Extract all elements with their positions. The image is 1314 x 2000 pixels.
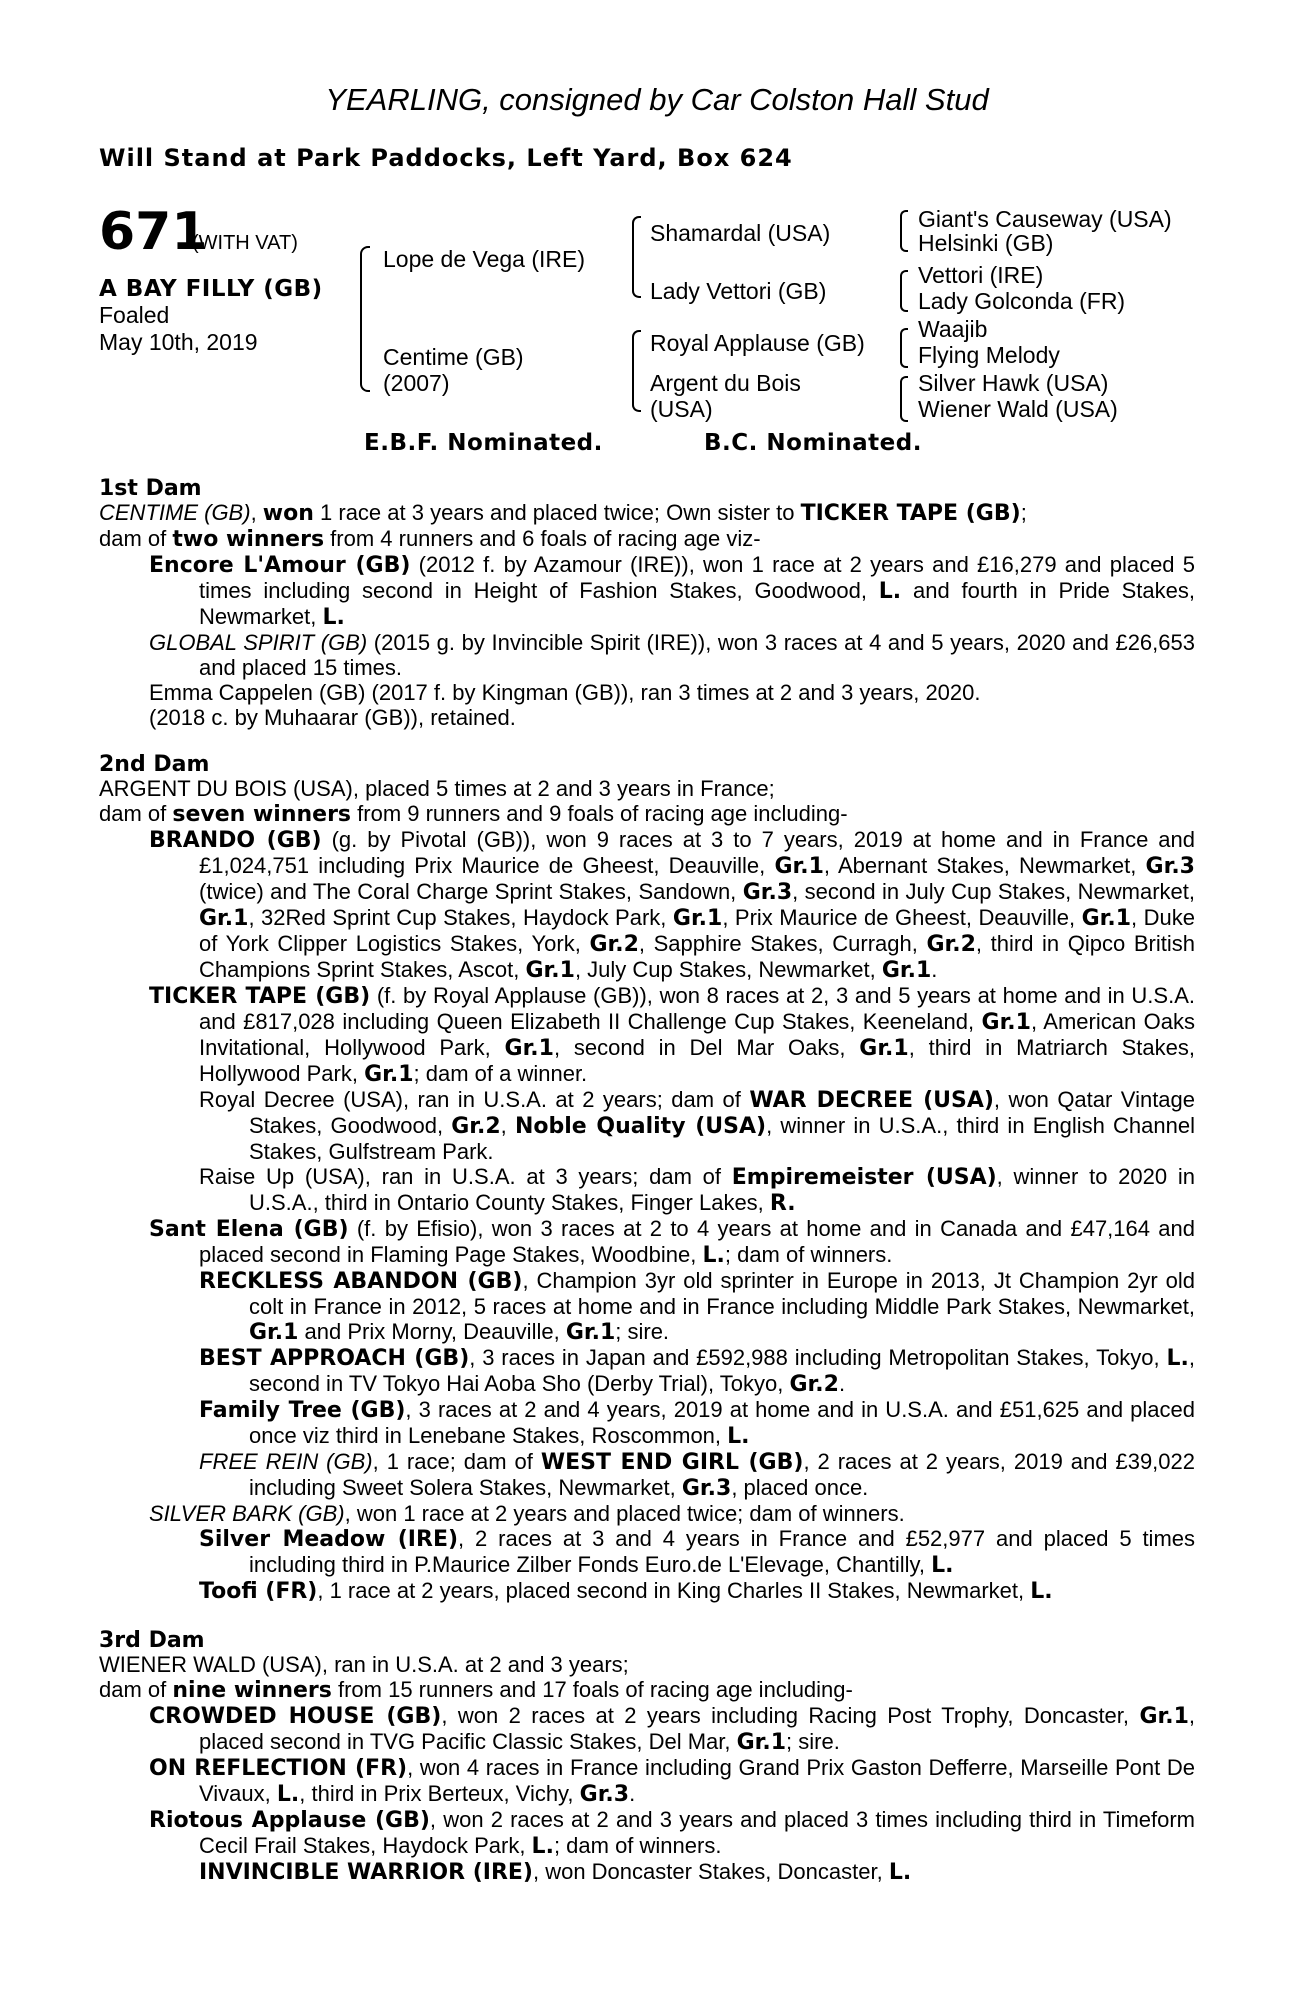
foaled-date: May 10th, 2019 xyxy=(99,329,258,355)
produce-family-tree: Family Tree (GB), 3 races at 2 and 4 years, 2019 at home and in U.S.A. and £51,625 and placed once viz third in Lenebane Stakes, Roscommon, L. xyxy=(199,1397,1195,1449)
third-dam-line2: dam of nine winners from 15 runners and 17 foals of racing age including- xyxy=(99,1677,853,1703)
second-dam-line2: dam of seven winners from 9 runners and 9 foals of racing age including- xyxy=(99,801,848,827)
produce-invincible-warrior: INVINCIBLE WARRIOR (IRE), won Doncaster Stakes, Doncaster, L. xyxy=(199,1859,912,1885)
second-dam-line1: ARGENT DU BOIS (USA), placed 5 times at 2 and 3 years in France; xyxy=(99,776,775,801)
pedigree-brace-dd xyxy=(900,376,908,422)
lot-number: 671 xyxy=(99,202,208,262)
third-dam-title: 3rd Dam xyxy=(99,1628,205,1653)
produce-toofi: Toofi (FR), 1 race at 2 years, placed second in King Charles II Stakes, Newmarket, L. xyxy=(199,1578,1053,1604)
produce-on-reflection: ON REFLECTION (FR), won 4 races in France including Grand Prix Gaston Defferre, Marseille Pont De Vivaux, L., third in Prix Berteux, Vichy, Gr.3. xyxy=(149,1755,1195,1807)
bc-nominated: B.C. Nominated. xyxy=(704,430,922,456)
page-title: YEARLING, consigned by Car Colston Hall Stud xyxy=(325,82,989,117)
pedigree-brace-sire xyxy=(632,216,641,298)
produce-ticker-tape: TICKER TAPE (GB) (f. by Royal Applause (GB)), won 8 races at 2, 3 and 5 years at home and in U.S.A. and £817,028 including Queen Elizabeth II Challenge Cup Stakes, Keeneland, Gr.1, American Oaks Invitational, Hollywood Park, Gr.1, second in Del Mar Oaks, Gr.1, third in Matriarch Stakes, Hollywood Park, Gr.1; dam of a winner. xyxy=(149,983,1195,1087)
pedigree-dss: Waajib xyxy=(918,316,988,342)
pedigree-sds: Vettori (IRE) xyxy=(918,262,1044,288)
produce-royal-decree: Royal Decree (USA), ran in U.S.A. at 2 years; dam of WAR DECREE (USA), won Qatar Vintage Stakes, Goodwood, Gr.2, Noble Quality (USA), winner in U.S.A., third in English Channel Stakes, Gulfstream Park. xyxy=(199,1087,1196,1164)
pedigree-sire-dam: Lady Vettori (GB) xyxy=(650,278,827,304)
pedigree-dam-dam-2: (USA) xyxy=(650,396,713,422)
pedigree-brace-ds xyxy=(900,328,908,368)
horse-name: A BAY FILLY (GB) xyxy=(99,276,323,302)
pedigree-dds: Silver Hawk (USA) xyxy=(918,370,1109,396)
produce-free-rein: FREE REIN (GB), 1 race; dam of WEST END GIRL (GB), 2 races at 2 years, 2019 and £39,022 including Sweet Solera Stakes, Newmarket, Gr.3, placed once. xyxy=(199,1449,1196,1501)
pedigree-dsd: Flying Melody xyxy=(918,342,1060,368)
third-dam-line1: WIENER WALD (USA), ran in U.S.A. at 2 and 3 years; xyxy=(99,1652,629,1677)
foaled-label: Foaled xyxy=(99,302,170,328)
third-dam-body xyxy=(99,1652,1195,1885)
produce-best-approach: BEST APPROACH (GB), 3 races in Japan and £592,988 including Metropolitan Stakes, Tokyo, L., second in TV Tokyo Hai Aoba Sho (Derby Trial), Tokyo, Gr.2. xyxy=(199,1345,1196,1397)
pedigree-brace-ss xyxy=(900,210,908,252)
pedigree-brace-sd xyxy=(900,270,908,312)
second-dam-title: 2nd Dam xyxy=(99,752,210,777)
pedigree-dam-dam-1: Argent du Bois xyxy=(650,370,801,396)
produce-crowded-house: CROWDED HOUSE (GB), won 2 races at 2 years including Racing Post Trophy, Doncaster, Gr.1, placed second in TVG Pacific Classic Stakes, Del Mar, Gr.1; sire. xyxy=(149,1703,1195,1755)
pedigree-brace-dam xyxy=(632,330,641,412)
pedigree-dam: Centime (GB) xyxy=(383,344,524,370)
pedigree-dam-year: (2007) xyxy=(383,370,450,396)
first-dam-line1: CENTIME (GB), won 1 race at 3 years and placed twice; Own sister to TICKER TAPE (GB); xyxy=(99,500,1027,526)
produce-global-spirit: GLOBAL SPIRIT (GB) (2015 g. by Invincible Spirit (IRE)), won 3 races at 4 and 5 years, 2020 and £26,653 and placed 15 times. xyxy=(149,630,1195,680)
produce-sant-elena: Sant Elena (GB) (f. by Efisio), won 3 races at 2 to 4 years at home and in Canada and £47,164 and placed second in Flaming Page Stakes, Woodbine, L.; dam of winners. xyxy=(149,1216,1196,1268)
first-dam-line2: dam of two winners from 4 runners and 6 foals of racing age viz- xyxy=(99,526,761,552)
pedigree-sire: Lope de Vega (IRE) xyxy=(383,246,586,272)
pedigree-brace-main xyxy=(360,246,370,392)
first-dam-body xyxy=(99,500,1195,730)
stand-location: Will Stand at Park Paddocks, Left Yard, Box 624 xyxy=(99,144,793,172)
produce-2018: (2018 c. by Muhaarar (GB)), retained. xyxy=(149,705,516,730)
pedigree-ssd: Helsinki (GB) xyxy=(918,230,1054,256)
produce-brando: BRANDO (GB) (g. by Pivotal (GB)), won 9 races at 3 to 7 years, 2019 at home and in France and £1,024,751 including Prix Maurice de Gheest, Deauville, Gr.1, Abernant Stakes, Newmarket, Gr.3 (twice) and The Coral Charge Sprint Stakes, Sandown, Gr.3, second in July Cup Stakes, Newmarket, Gr.1, 32Red Sprint Cup Stakes, Haydock Park, Gr.1, Prix Maurice de Gheest, Deauville, Gr.1, Duke of York Clipper Logistics Stakes, York, Gr.2, Sapphire Stakes, Curragh, Gr.2, third in Qipco British Champions Sprint Stakes, Ascot, Gr.1, July Cup Stakes, Newmarket, Gr.1. xyxy=(149,827,1195,983)
pedigree-sire-sire: Shamardal (USA) xyxy=(650,220,831,246)
vat-note: (WITH VAT) xyxy=(192,232,298,254)
produce-silver-bark: SILVER BARK (GB), won 1 race at 2 years and placed twice; dam of winners. xyxy=(149,1501,905,1526)
produce-emma: Emma Cappelen (GB) (2017 f. by Kingman (GB)), ran 3 times at 2 and 3 years, 2020. xyxy=(149,680,981,705)
pedigree-sdd: Lady Golconda (FR) xyxy=(918,288,1126,314)
produce-raise-up: Raise Up (USA), ran in U.S.A. at 3 years; dam of Empiremeister (USA), winner to 2020 in U.S.A., third in Ontario County Stakes, Finger Lakes, R. xyxy=(199,1164,1195,1216)
pedigree-dam-sire: Royal Applause (GB) xyxy=(650,330,865,356)
second-dam-body xyxy=(99,776,1195,1604)
first-dam-title: 1st Dam xyxy=(99,476,202,501)
pedigree-sss: Giant's Causeway (USA) xyxy=(918,206,1172,232)
foaled-info xyxy=(99,302,258,356)
produce-reckless-abandon: RECKLESS ABANDON (GB), Champion 3yr old sprinter in Europe in 2013, Jt Champion 2yr old colt in France in 2012, 5 races at home and in France including Middle Park Stakes, Newmarket, Gr.1 and Prix Morny, Deauville, Gr.1; sire. xyxy=(199,1268,1195,1345)
produce-encore: Encore L'Amour (GB) (2012 f. by Azamour (IRE)), won 1 race at 2 years and £16,279 and placed 5 times including second in Height of Fashion Stakes, Goodwood, L. and fourth in Pride Stakes, Newmarket, L. xyxy=(149,552,1195,630)
pedigree-ddd: Wiener Wald (USA) xyxy=(918,396,1118,422)
produce-silver-meadow: Silver Meadow (IRE), 2 races at 3 and 4 years in France and £52,977 and placed 5 times including third in P.Maurice Zilber Fonds Euro.de L'Elevage, Chantilly, L. xyxy=(199,1526,1196,1578)
ebf-nominated: E.B.F. Nominated. xyxy=(364,430,603,456)
produce-riotous-applause: Riotous Applause (GB), won 2 races at 2 and 3 years and placed 3 times including third in Timeform Cecil Frail Stakes, Haydock Park, L.; dam of winners. xyxy=(149,1807,1196,1859)
